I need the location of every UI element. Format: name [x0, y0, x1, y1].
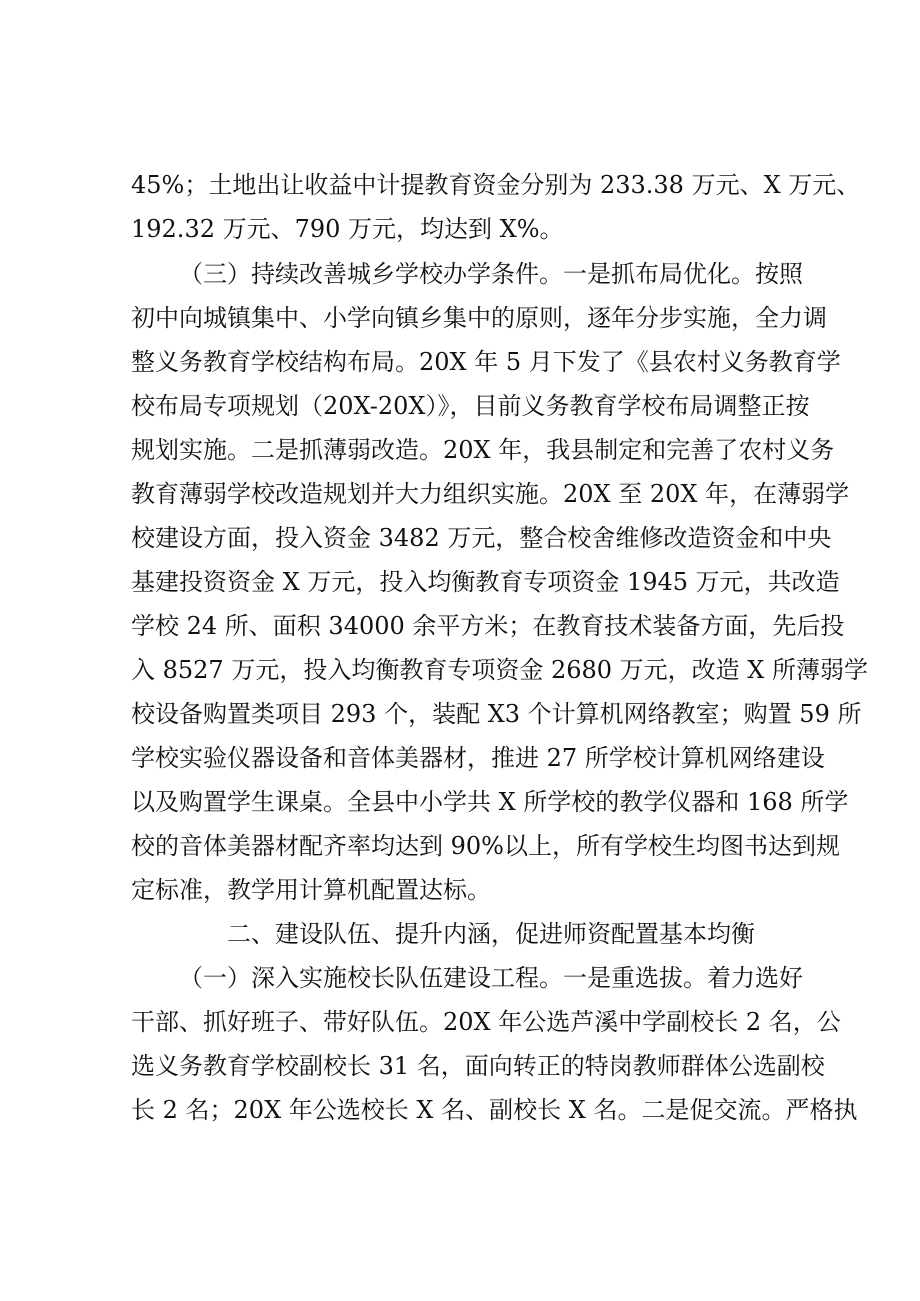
text-line: 校建设方面，投入资金 3482 万元，整合校舍维修改造资金和中央 — [131, 524, 832, 552]
text-line: 45%；土地出让收益中计提教育资金分别为 233.38 万元、X 万元、 — [131, 171, 861, 199]
text-line: 规划实施。二是抓薄弱改造。20X 年，我县制定和完善了农村义务 — [131, 436, 835, 464]
text-line: 学校 24 所、面积 34000 余平方米；在教育技术装备方面，先后投 — [131, 612, 845, 640]
text-line: 学校实验仪器设备和音体美器材，推进 27 所学校计算机网络建设 — [131, 744, 825, 772]
section-heading: 二、建设队伍、提升内涵，促进师资配置基本均衡 — [227, 920, 755, 948]
text-line: 基建投资资金 X 万元，投入均衡教育专项资金 1945 万元，共改造 — [131, 568, 840, 596]
text-line: 入 8527 万元，投入均衡教育专项资金 2680 万元，改造 X 所薄弱学 — [131, 656, 869, 684]
text-line: 以及购置学生课桌。全县中小学共 X 所学校的教学仪器和 168 所学 — [131, 788, 849, 816]
text-line: 整义务教育学校结构布局。20X 年 5 月下发了《县农村义务教育学 — [131, 348, 841, 376]
text-line: 初中向城镇集中、小学向镇乡集中的原则，逐年分步实施，全力调 — [131, 304, 827, 332]
text-line: 长 2 名；20X 年公选校长 X 名、副校长 X 名。二是促交流。严格执 — [131, 1096, 858, 1124]
text-line: 教育薄弱学校改造规划并大力组织实施。20X 至 20X 年，在薄弱学 — [131, 480, 850, 508]
text-line: 干部、抓好班子、带好队伍。20X 年公选芦溪中学副校长 2 名，公 — [131, 1008, 841, 1036]
text-line: 校的音体美器材配齐率均达到 90%以上，所有学校生均图书达到规 — [131, 832, 840, 860]
text-line: 192.32 万元、790 万元，均达到 X%。 — [131, 215, 564, 243]
text-line: （三）持续改善城乡学校办学条件。一是抓布局优化。按照 — [179, 260, 803, 288]
text-line: （一）深入实施校长队伍建设工程。一是重选拔。着力选好 — [179, 964, 803, 992]
text-line: 校布局专项规划（20X-20X）》，目前义务教育学校布局调整正按 — [131, 392, 810, 420]
text-line: 定标准，教学用计算机配置达标。 — [131, 876, 491, 904]
text-line: 校设备购置类项目 293 个，装配 X3 个计算机网络教室；购置 59 所 — [131, 700, 862, 728]
text-line: 选义务教育学校副校长 31 名，面向转正的特岗教师群体公选副校 — [131, 1052, 825, 1080]
